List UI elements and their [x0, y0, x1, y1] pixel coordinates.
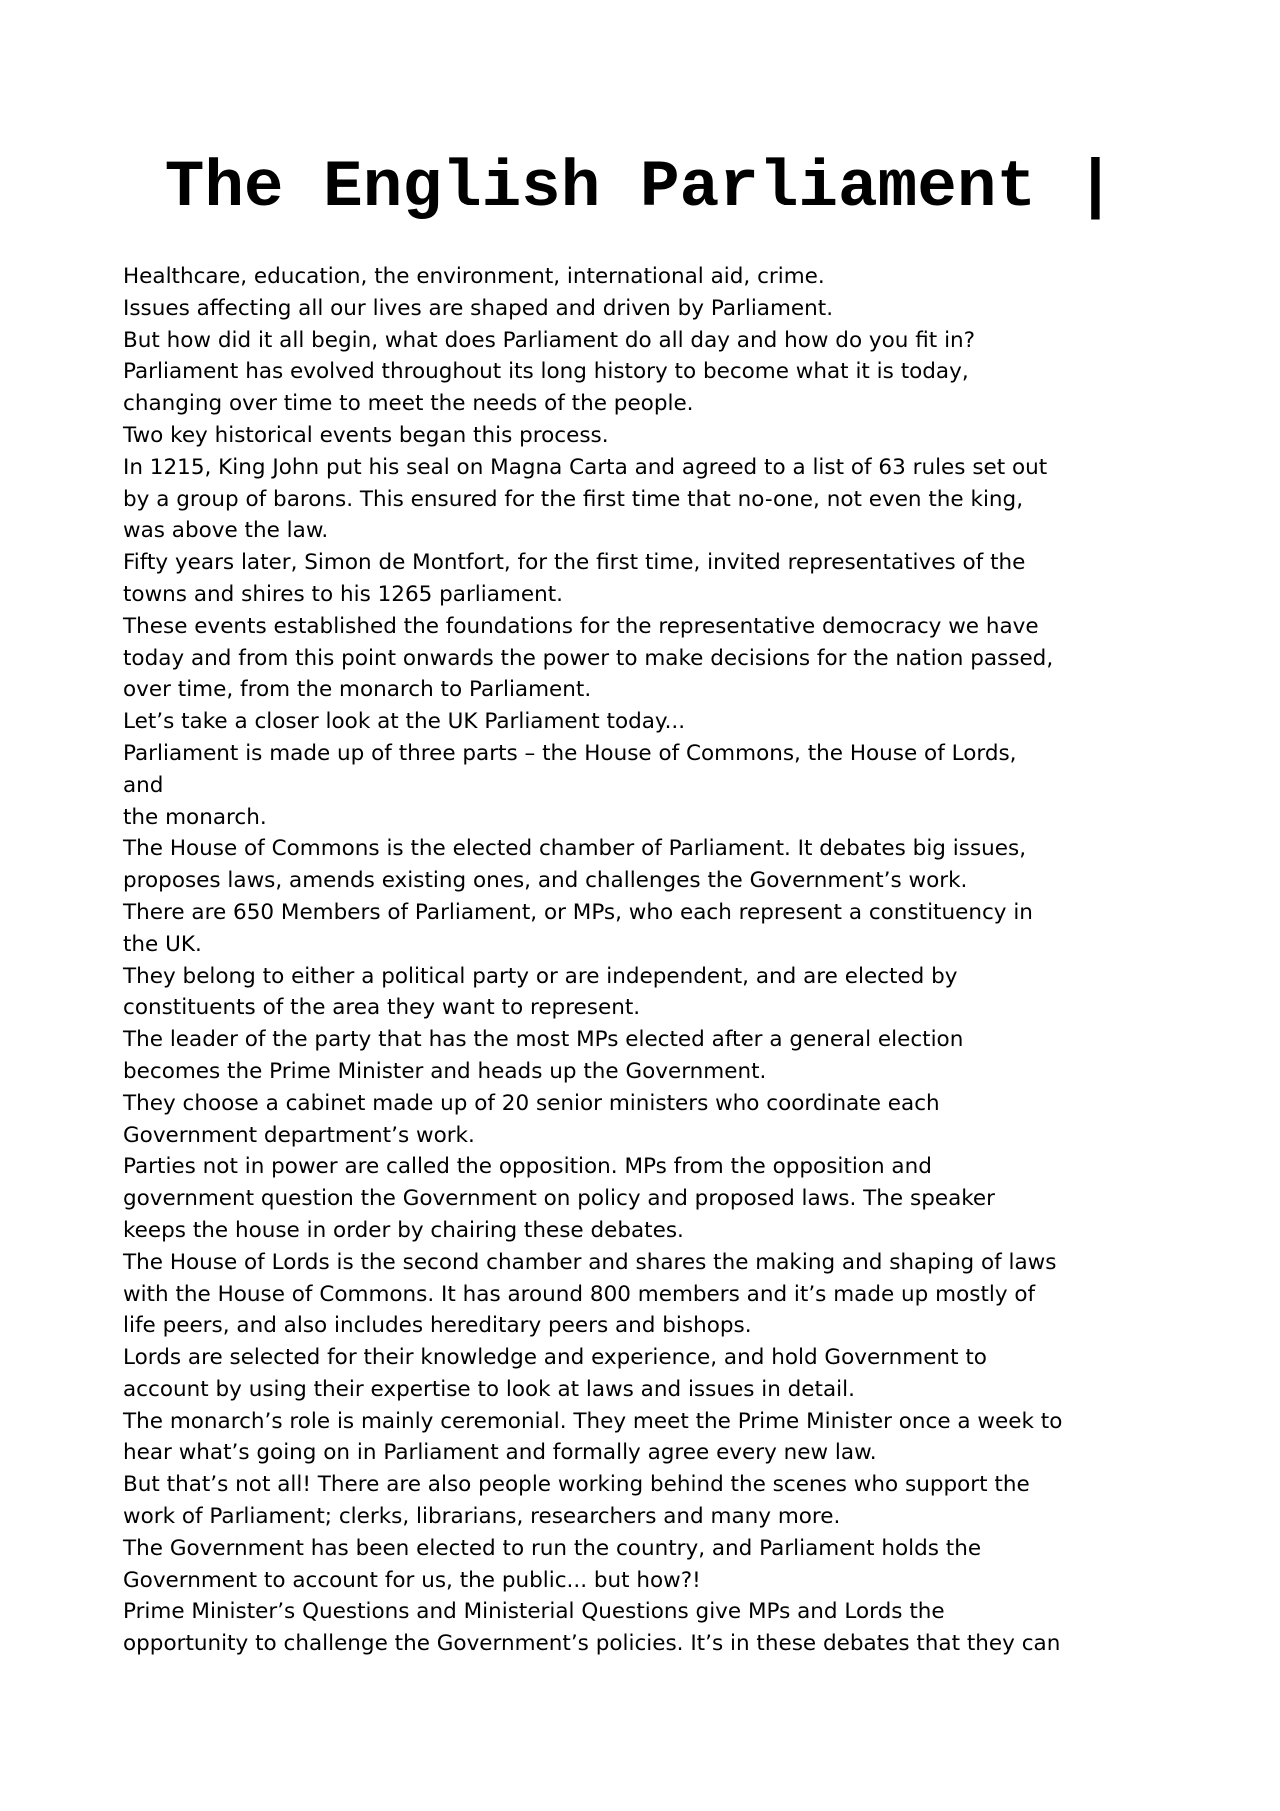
- body-text-line: The leader of the party that has the most MPs elected after a general election: [123, 1027, 964, 1053]
- body-text-line: Government department’s work.: [123, 1122, 475, 1148]
- body-text-line: Lords are selected for their knowledge and experience, and hold Government to: [123, 1345, 987, 1371]
- body-text-line: The House of Commons is the elected chamber of Parliament. It debates big issues,: [123, 836, 1027, 862]
- body-text-line: Fifty years later, Simon de Montfort, for the first time, invited representatives of the: [123, 550, 1026, 576]
- body-text-line: But that’s not all! There are also people working behind the scenes who support the: [123, 1472, 1030, 1498]
- body-text-line: was above the law.: [123, 518, 329, 544]
- body-text-line: Parliament has evolved throughout its long history to become what it is today,: [123, 359, 969, 385]
- body-text-line: the monarch.: [123, 804, 267, 830]
- body-text-line: Two key historical events began this process.: [123, 422, 609, 448]
- body-text-line: Issues affecting all our lives are shaped and driven by Parliament.: [123, 295, 834, 321]
- body-text-line: today and from this point onwards the power to make decisions for the nation passed,: [123, 645, 1054, 671]
- body-text-line: account by using their expertise to look at laws and issues in detail.: [123, 1376, 855, 1402]
- body-text-line: They choose a cabinet made up of 20 senior ministers who coordinate each: [123, 1090, 940, 1116]
- body-text-line: opportunity to challenge the Government’s policies. It’s in these debates that they can: [123, 1631, 1061, 1657]
- body-text-line: hear what’s going on in Parliament and formally agree every new law.: [123, 1440, 877, 1466]
- body-text-line: by a group of barons. This ensured for the first time that no-one, not even the king,: [123, 486, 1024, 512]
- body-text-line: towns and shires to his 1265 parliament.: [123, 581, 563, 607]
- page-title: The English Parliament |: [164, 150, 1116, 225]
- body-text-line: The monarch’s role is mainly ceremonial. They meet the Prime Minister once a week to: [123, 1408, 1063, 1434]
- body-text-line: changing over time to meet the needs of the people.: [123, 391, 694, 417]
- body-text-line: over time, from the monarch to Parliament.: [123, 677, 592, 703]
- body-text-line: There are 650 Members of Parliament, or MPs, who each represent a constituency in: [123, 899, 1033, 925]
- body-text-line: Parliament is made up of three parts – the House of Commons, the House of Lords,: [123, 740, 1017, 766]
- body-text-line: Prime Minister’s Questions and Ministerial Questions give MPs and Lords the: [123, 1599, 945, 1625]
- body-text-line: Healthcare, education, the environment, international aid, crime.: [123, 264, 825, 289]
- body-text-line: life peers, and also includes hereditary peers and bishops.: [123, 1313, 752, 1339]
- body-text-line: work of Parliament; clerks, librarians, researchers and many more.: [123, 1504, 841, 1530]
- body-text-line: and: [123, 772, 164, 798]
- body-text-line: Government to account for us, the public... but how?!: [123, 1567, 701, 1593]
- body-text-line: But how did it all begin, what does Parliament do all day and how do you fit in?: [123, 327, 976, 353]
- body-text-line: with the House of Commons. It has around 800 members and it’s made up mostly of: [123, 1281, 1036, 1307]
- body-text-line: Let’s take a closer look at the UK Parliament today...: [123, 709, 686, 735]
- document-body: [123, 261, 1183, 1660]
- body-text-line: In 1215, King John put his seal on Magna Carta and agreed to a list of 63 rules set out: [123, 454, 1048, 480]
- body-text-line: proposes laws, amends existing ones, and challenges the Government’s work.: [123, 868, 968, 894]
- body-text-line: keeps the house in order by chairing these debates.: [123, 1217, 684, 1243]
- body-text-line: becomes the Prime Minister and heads up the Government.: [123, 1058, 767, 1084]
- body-text-line: They belong to either a political party or are independent, and are elected by: [123, 963, 958, 989]
- body-text-line: The House of Lords is the second chamber and shares the making and shaping of laws: [123, 1249, 1057, 1275]
- body-text-line: These events established the foundations for the representative democracy we have: [123, 613, 1039, 639]
- body-text-line: Parties not in power are called the opposition. MPs from the opposition and: [123, 1154, 932, 1180]
- body-text-line: constituents of the area they want to represent.: [123, 995, 641, 1021]
- body-text-line: government question the Government on policy and proposed laws. The speaker: [123, 1186, 995, 1212]
- body-text-line: The Government has been elected to run the country, and Parliament holds the: [123, 1535, 982, 1561]
- body-text-line: the UK.: [123, 931, 202, 957]
